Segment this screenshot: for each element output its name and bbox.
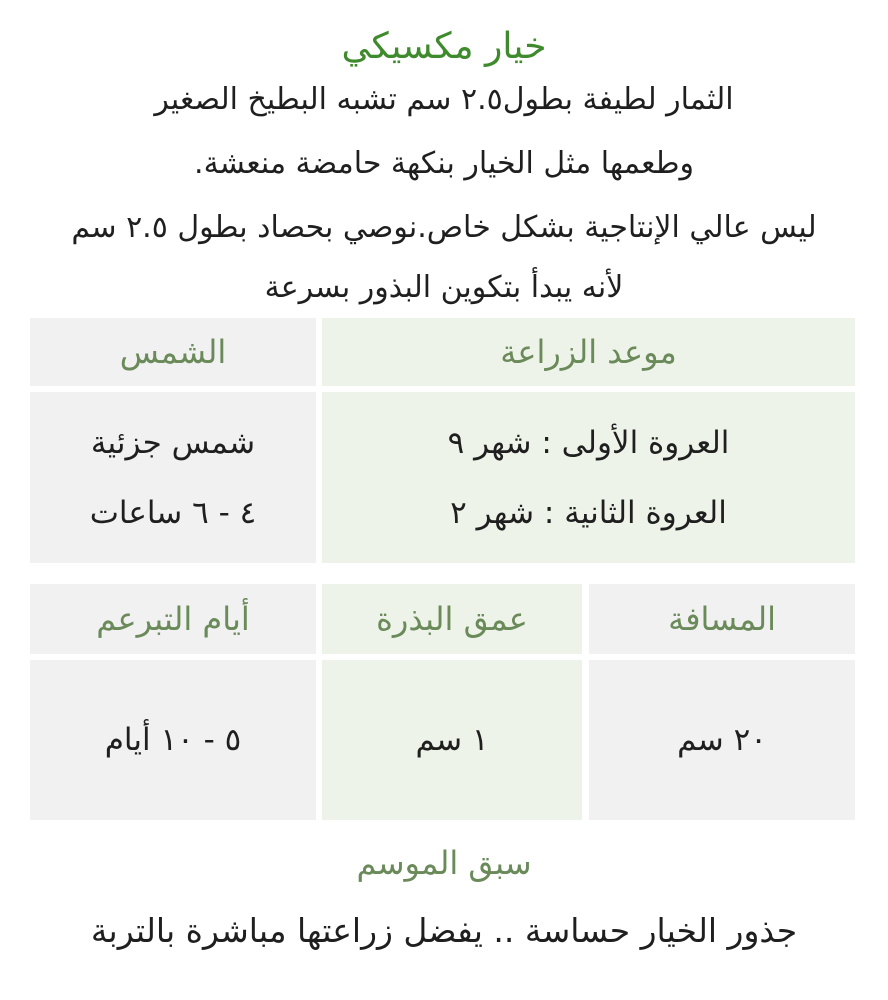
page-title: خيار مكسيكي bbox=[341, 26, 547, 67]
germination-days-value: ٥ - ١٠ أيام bbox=[30, 660, 316, 820]
sun-header: الشمس bbox=[30, 318, 316, 386]
planting-date-cell bbox=[322, 392, 855, 563]
description-line-1: الثمار لطيفة بطول٢.٥ سم تشبه البطيخ الصغير bbox=[154, 82, 734, 117]
description-line-4: لأنه يبدأ بتكوين البذور بسرعة bbox=[264, 270, 624, 305]
sun-hours: ٤ - ٦ ساعات bbox=[89, 494, 257, 531]
germination-days-header: أيام التبرعم bbox=[30, 584, 316, 654]
seed-depth-header: عمق البذرة bbox=[322, 584, 582, 654]
season-note: جذور الخيار حساسة .. يفضل زراعتها مباشرة بالتربة bbox=[90, 911, 798, 950]
spacing-header: المسافة bbox=[589, 584, 855, 654]
sun-cell bbox=[30, 392, 316, 563]
planting-date-header: موعد الزراعة bbox=[322, 318, 855, 386]
second-season: العروة الثانية : شهر ٢ bbox=[450, 494, 727, 531]
first-season: العروة الأولى : شهر ٩ bbox=[447, 424, 730, 461]
sun-type: شمس جزئية bbox=[90, 424, 256, 461]
spacing-value: ٢٠ سم bbox=[589, 660, 855, 820]
season-title: سبق الموسم bbox=[356, 844, 532, 882]
description-line-3: ليس عالي الإنتاجية بشكل خاص.نوصي بحصاد بطول ٢.٥ سم bbox=[71, 210, 817, 245]
seed-depth-value: ١ سم bbox=[322, 660, 582, 820]
description-line-2: وطعمها مثل الخيار بنكهة حامضة منعشة. bbox=[194, 146, 694, 181]
